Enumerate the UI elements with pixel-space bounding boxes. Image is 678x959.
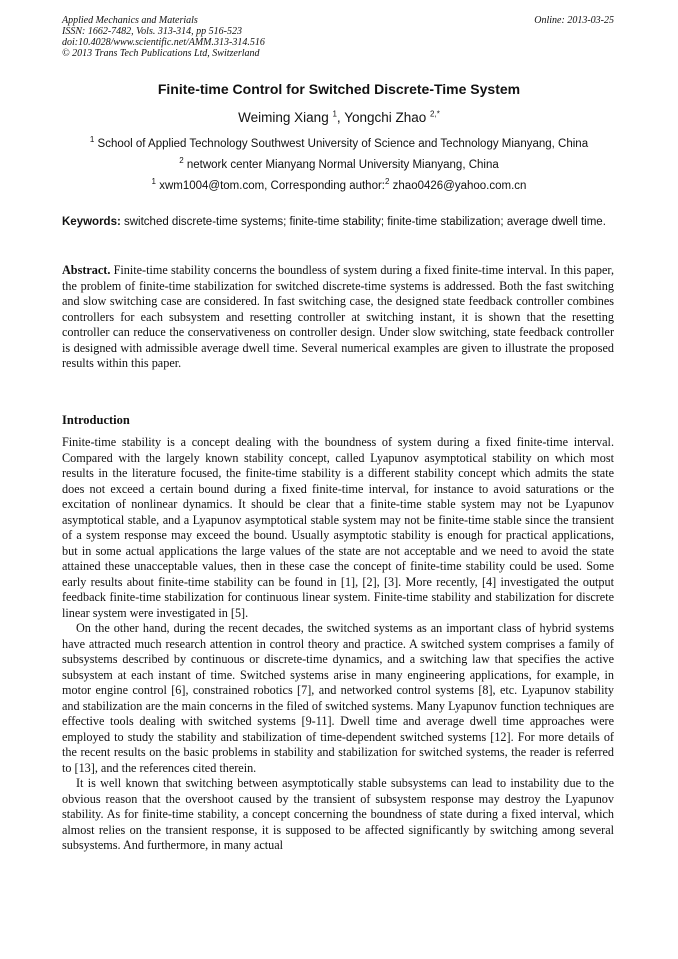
keywords	[62, 215, 614, 230]
doi-line: doi:10.4028/www.scientific.net/AMM.313-314.516	[62, 37, 265, 48]
author-separator: ,	[336, 110, 345, 125]
email-sup-2: 2	[385, 177, 390, 187]
copyright-line: © 2013 Trans Tech Publications Ltd, Switzerland	[62, 48, 260, 59]
affiliation-2-text: network center Mianyang Normal University Mianyang, China	[186, 159, 499, 171]
section-heading-introduction: Introduction	[62, 413, 130, 427]
email-line	[0, 177, 678, 192]
affiliation-1-sup: 1	[89, 135, 95, 145]
email-text-1: xwm1004@tom.com, Corresponding author:	[159, 180, 385, 192]
email-sup-1: 1	[151, 177, 156, 187]
abstract-label: Abstract.	[62, 263, 111, 277]
author-1: Weiming Xiang	[238, 110, 329, 125]
online-date: Online: 2013-03-25	[534, 15, 614, 26]
journal-name: Applied Mechanics and Materials	[62, 15, 198, 26]
author-2: Yongchi Zhao	[344, 110, 427, 125]
paper-title: Finite-time Control for Switched Discrete-Time System	[157, 81, 521, 97]
email-text-2: zhao0426@yahoo.com.cn	[392, 180, 527, 192]
abstract	[62, 263, 614, 372]
journal-header	[62, 15, 614, 59]
keywords-text: switched discrete-time systems; finite-time stability; finite-time stabilization; average dwell time.	[124, 216, 606, 228]
issn-line: ISSN: 1662-7482, Vols. 313-314, pp 516-523	[62, 26, 242, 37]
affiliation-2	[0, 156, 678, 171]
author-2-sup: 2,*	[430, 109, 440, 119]
author-line	[0, 110, 678, 125]
keywords-label: Keywords:	[62, 216, 121, 228]
abstract-text: Finite-time stability concerns the boundless of system during a fixed finite-time interval. In this paper, the problem of finite-time stabilization for switched discrete-time systems is addressed. Both the fast switching and slow switching case are considered. In fast switching case, the designed state feedback controller combines controllers for each subsystem and resetting controller at switching instant, it is shown that the resetting controller can reduce the conservativeness on controller design. Under slow switching, state feedback controller is designed with admissible average dwell time. Several numerical examples are given to illustrate the proposed results within this paper.	[62, 263, 615, 370]
intro-paragraph-1: Finite-time stability is a concept dealing with the boundness of system during a fixed finite-time interval. Compared with the largely known stability concept, called Lyapunov asymptotical stability on which most results in the literature focused, the finite-time stability is a different stability concept which admits the state does not exceed a certain bound during a fixed finite-time interval, for instance to avoid saturations or the excitation of nonlinear dynamics. It should be clear that a finite-time stable system may not be Lyapunov asymptotical stable, and a Lyapunov asymptotical stable system may not be finite-time stable since the transient of a system response may exceed the bound. Usually asymptotic stability is enough for practical applications, but in some actual applications the large values of the state are not acceptable and we need to avoid the state attained these unacceptable values, then in these case the concept of finite-time stability could be used. Some early results about finite-time stability can be found in [1], [2], [3]. More recently, [4] investigated the output feedback finite-time stabilization for continuous linear system. Finite-time stability and stabilization for discrete linear system were investigated in [5].	[62, 435, 614, 620]
introduction-body	[62, 435, 614, 854]
affiliation-2-sup: 2	[179, 156, 184, 166]
intro-paragraph-2: On the other hand, during the recent decades, the switched systems as an important class of hybrid systems have attracted much research attention in control theory and practice. A switched system comprises a family of subsystems described by continuous or discrete-time dynamics, and a switching law that specifies the active subsystem at each instant of time. Switched systems arise in many engineering applications, for example, in motor engine control [6], constrained robotics [7], and networked control systems [8], etc. Lyapunov stability and stabilization are the main concerns in the filed of switched systems. Many Lyapunov function techniques are effective tools dealing with switched systems [9-11]. Dwell time and average dwell time approaches were employed to study the stability and stabilization of time-dependent switched systems [12]. For more details of the recent results on the basic problems in stability and stabilization for switched systems, the reader is referred to [13], and the references cited therein.	[62, 621, 614, 775]
intro-paragraph-3: It is well known that switching between asymptotically stable subsystems can lead to instability due to the obvious reason that the overshoot caused by the transient of subsystem response may destroy the Lyapunov stability. As for finite-time stability, a concept concerning the boundness of state during a fixed interval, which almost relies on the transient response, it is supposed to be affected significantly by switching among several subsystems. And furthermore, in many actual	[62, 776, 614, 852]
affiliation-1-text: School of Applied Technology Southwest University of Science and Technology Mianyang, China	[97, 138, 589, 150]
affiliation-1	[0, 135, 678, 150]
author-1-sup: 1	[332, 109, 337, 119]
